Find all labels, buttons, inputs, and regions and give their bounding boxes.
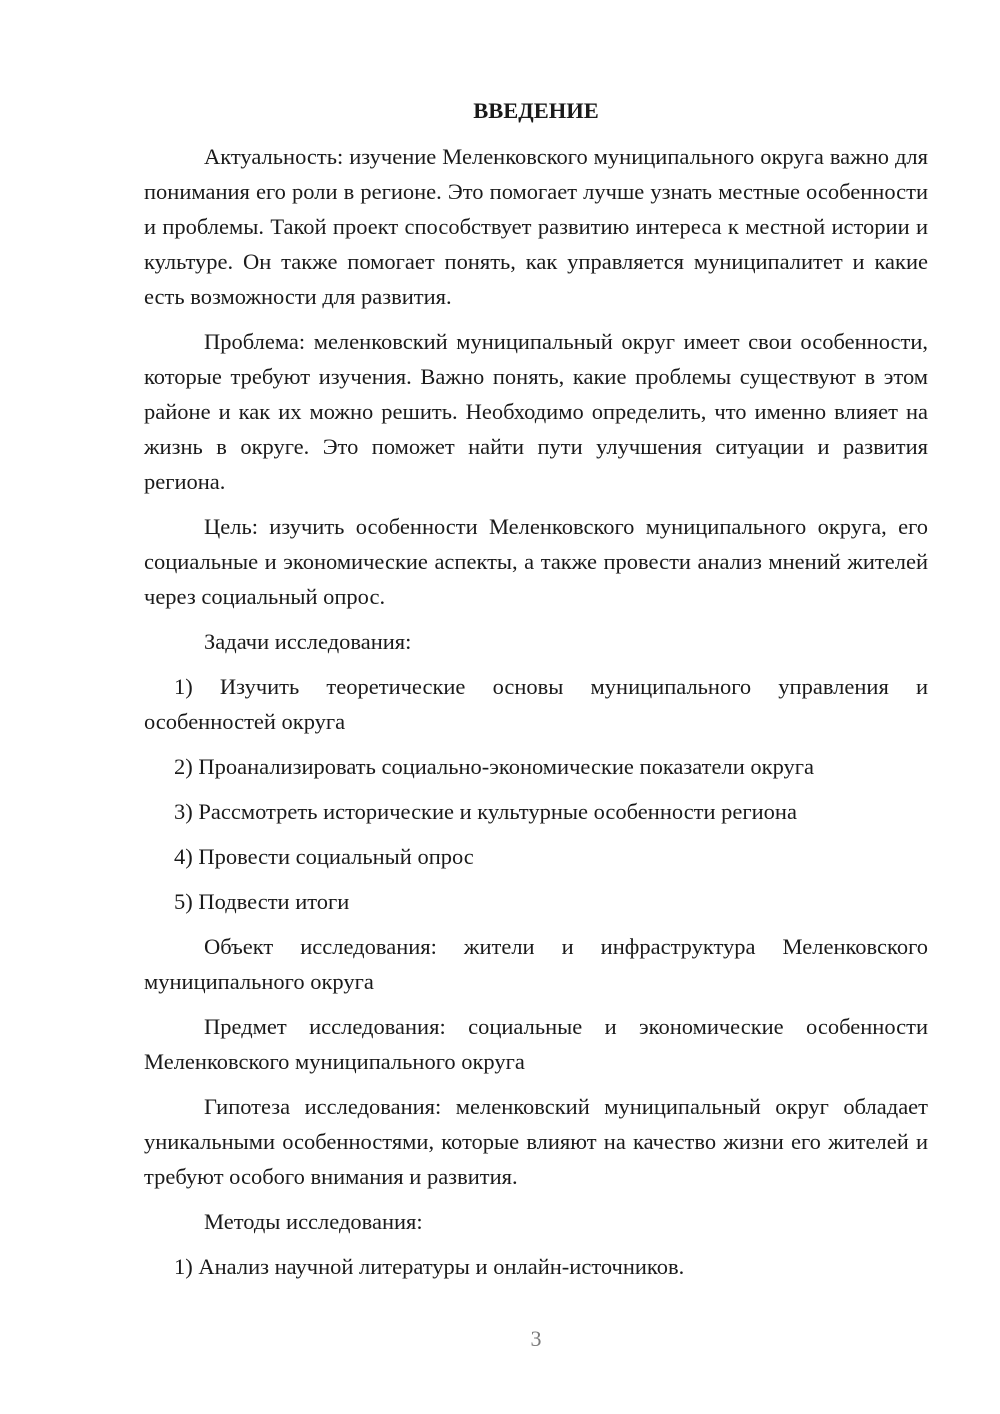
- methods-heading: Методы исследования:: [204, 1209, 423, 1234]
- document-page: [144, 96, 928, 1294]
- task-item-5: 5) Подвести итоги: [174, 889, 350, 914]
- task-item-3: 3) Рассмотреть исторические и культурные особенности региона: [174, 799, 797, 824]
- tasks-heading: Задачи исследования:: [204, 629, 412, 654]
- section-title: ВВЕДЕНИЕ: [473, 98, 599, 123]
- paragraph-goal: Цель: изучить особенности Меленковского муниципального округа, его социальные и экономические аспекты, а также провести анализ мнений жителей через социальный опрос.: [144, 514, 928, 609]
- method-item-1: 1) Анализ научной литературы и онлайн-источников.: [174, 1254, 685, 1279]
- page-number: 3: [530, 1326, 542, 1351]
- paragraph-relevance: Актуальность: изучение Меленковского муниципального округа важно для понимания его роли в регионе. Это помогает лучше узнать местные особенности и проблемы. Такой проект способствует развитию интереса к местной истории и культуре. Он также помогает понять, как управляется муниципалитет и какие есть возможности для развития.: [144, 144, 928, 309]
- paragraph-hypothesis: Гипотеза исследования: меленковский муниципальный округ обладает уникальными особенностями, которые влияют на качество жизни его жителей и требуют особого внимания и развития.: [144, 1094, 928, 1189]
- task-item-1: 1) Изучить теоретические основы муниципального управления и особенностей округа: [144, 674, 928, 734]
- task-item-4: 4) Провести социальный опрос: [174, 844, 474, 869]
- task-item-2: 2) Проанализировать социально-экономические показатели округа: [174, 754, 814, 779]
- paragraph-object: Объект исследования: жители и инфраструктура Меленковского муниципального округа: [144, 934, 928, 994]
- paragraph-problem: Проблема: меленковский муниципальный округ имеет свои особенности, которые требуют изучения. Важно понять, какие проблемы существуют в этом районе и как их можно решить. Необходимо определить, что именно влияет на жизнь в округе. Это поможет найти пути улучшения ситуации и развития региона.: [144, 329, 928, 494]
- paragraph-subject: Предмет исследования: социальные и экономические особенности Меленковского муниципального округа: [144, 1014, 928, 1074]
